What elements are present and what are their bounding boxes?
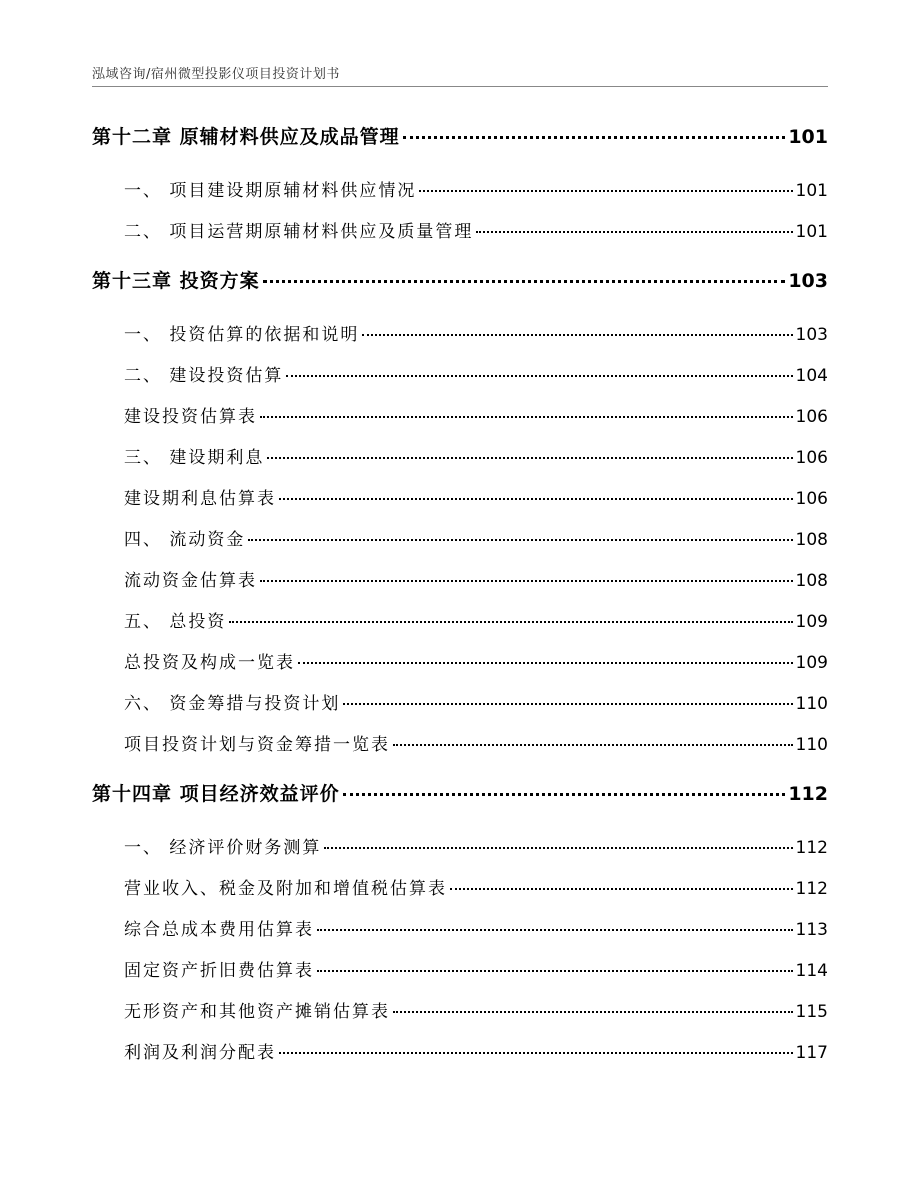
toc-label: 三、 建设期利息 xyxy=(124,448,265,468)
dot-leader xyxy=(267,457,792,459)
toc-entry[interactable] xyxy=(124,484,828,509)
toc-entry[interactable] xyxy=(124,361,828,386)
toc-label: 一、 经济评价财务测算 xyxy=(124,838,322,858)
dot-leader xyxy=(403,136,786,139)
running-header: 泓域咨询/宿州微型投影仪项目投资计划书 xyxy=(92,67,340,82)
toc-label: 无形资产和其他资产摊销估算表 xyxy=(124,1002,390,1022)
toc-chapter-13[interactable] xyxy=(92,266,828,293)
toc-page-number: 114 xyxy=(795,961,828,981)
toc-entry[interactable] xyxy=(124,997,828,1022)
toc-entry[interactable] xyxy=(124,217,828,242)
toc-page-number: 117 xyxy=(795,1043,828,1063)
toc-label: 六、 资金筹措与投资计划 xyxy=(124,694,341,714)
toc-page-number: 110 xyxy=(795,694,828,714)
toc-page-number: 110 xyxy=(795,735,828,755)
toc-label: 四、 流动资金 xyxy=(124,530,246,550)
toc-page-number: 106 xyxy=(795,407,828,427)
toc-entry[interactable] xyxy=(124,320,828,345)
dot-leader xyxy=(279,1052,793,1054)
toc-page-number: 112 xyxy=(788,783,828,805)
toc-page-number: 112 xyxy=(795,879,828,899)
toc-label: 利润及利润分配表 xyxy=(124,1043,276,1063)
toc-label: 二、 建设投资估算 xyxy=(124,366,284,386)
dot-leader xyxy=(279,498,793,500)
toc-entry[interactable] xyxy=(124,525,828,550)
toc-label: 二、 项目运营期原辅材料供应及质量管理 xyxy=(124,222,474,242)
toc-label: 一、 投资估算的依据和说明 xyxy=(124,325,360,345)
toc-entry[interactable] xyxy=(124,956,828,981)
dot-leader xyxy=(393,1011,793,1013)
toc-entry[interactable] xyxy=(124,402,828,427)
dot-leader xyxy=(317,970,793,972)
toc-entry[interactable] xyxy=(124,176,828,201)
toc-page-number: 104 xyxy=(795,366,828,386)
toc-label: 第十二章 原辅材料供应及成品管理 xyxy=(92,126,400,148)
dot-leader xyxy=(362,334,792,336)
toc-label: 第十四章 项目经济效益评价 xyxy=(92,783,340,805)
toc-entry[interactable] xyxy=(124,443,828,468)
dot-leader xyxy=(324,847,792,849)
dot-leader xyxy=(450,888,793,890)
toc-page-number: 109 xyxy=(795,653,828,673)
toc-page-number: 106 xyxy=(795,448,828,468)
toc-page-number: 112 xyxy=(795,838,828,858)
dot-leader xyxy=(286,375,792,377)
dot-leader xyxy=(248,539,792,541)
toc-entry[interactable] xyxy=(124,689,828,714)
dot-leader xyxy=(260,580,793,582)
dot-leader xyxy=(298,662,793,664)
toc-chapter-12[interactable] xyxy=(92,122,828,149)
toc-page-number: 101 xyxy=(795,181,828,201)
toc-page-number: 101 xyxy=(788,126,828,148)
toc-label: 固定资产折旧费估算表 xyxy=(124,961,314,981)
toc-entry[interactable] xyxy=(124,730,828,755)
toc-page-number: 115 xyxy=(795,1002,828,1022)
dot-leader xyxy=(260,416,793,418)
toc-entry[interactable] xyxy=(124,874,828,899)
toc-label: 建设投资估算表 xyxy=(124,407,257,427)
toc-page-number: 108 xyxy=(795,530,828,550)
toc-page-number: 108 xyxy=(795,571,828,591)
toc-label: 营业收入、税金及附加和增值税估算表 xyxy=(124,879,447,899)
toc-chapter-14[interactable] xyxy=(92,779,828,806)
toc-label: 流动资金估算表 xyxy=(124,571,257,591)
dot-leader xyxy=(419,190,792,192)
toc-page-number: 109 xyxy=(795,612,828,632)
dot-leader xyxy=(317,929,793,931)
toc-label: 项目投资计划与资金筹措一览表 xyxy=(124,735,390,755)
toc-entry[interactable] xyxy=(124,648,828,673)
toc-page-number: 113 xyxy=(795,920,828,940)
toc-entry[interactable] xyxy=(124,607,828,632)
dot-leader xyxy=(393,744,793,746)
dot-leader xyxy=(343,793,786,796)
dot-leader xyxy=(343,703,792,705)
toc-page-number: 103 xyxy=(788,270,828,292)
toc-label: 五、 总投资 xyxy=(124,612,227,632)
header-divider xyxy=(92,86,828,87)
toc-label: 第十三章 投资方案 xyxy=(92,270,260,292)
toc-entry[interactable] xyxy=(124,566,828,591)
toc-label: 一、 项目建设期原辅材料供应情况 xyxy=(124,181,417,201)
dot-leader xyxy=(263,280,786,283)
toc-entry[interactable] xyxy=(124,915,828,940)
toc-label: 总投资及构成一览表 xyxy=(124,653,295,673)
toc-page-number: 106 xyxy=(795,489,828,509)
toc-page-number: 103 xyxy=(795,325,828,345)
toc-entry[interactable] xyxy=(124,1038,828,1063)
toc-entry[interactable] xyxy=(124,833,828,858)
toc-page-number: 101 xyxy=(795,222,828,242)
dot-leader xyxy=(476,231,792,233)
toc-label: 建设期利息估算表 xyxy=(124,489,276,509)
dot-leader xyxy=(229,621,792,623)
toc-label: 综合总成本费用估算表 xyxy=(124,920,314,940)
